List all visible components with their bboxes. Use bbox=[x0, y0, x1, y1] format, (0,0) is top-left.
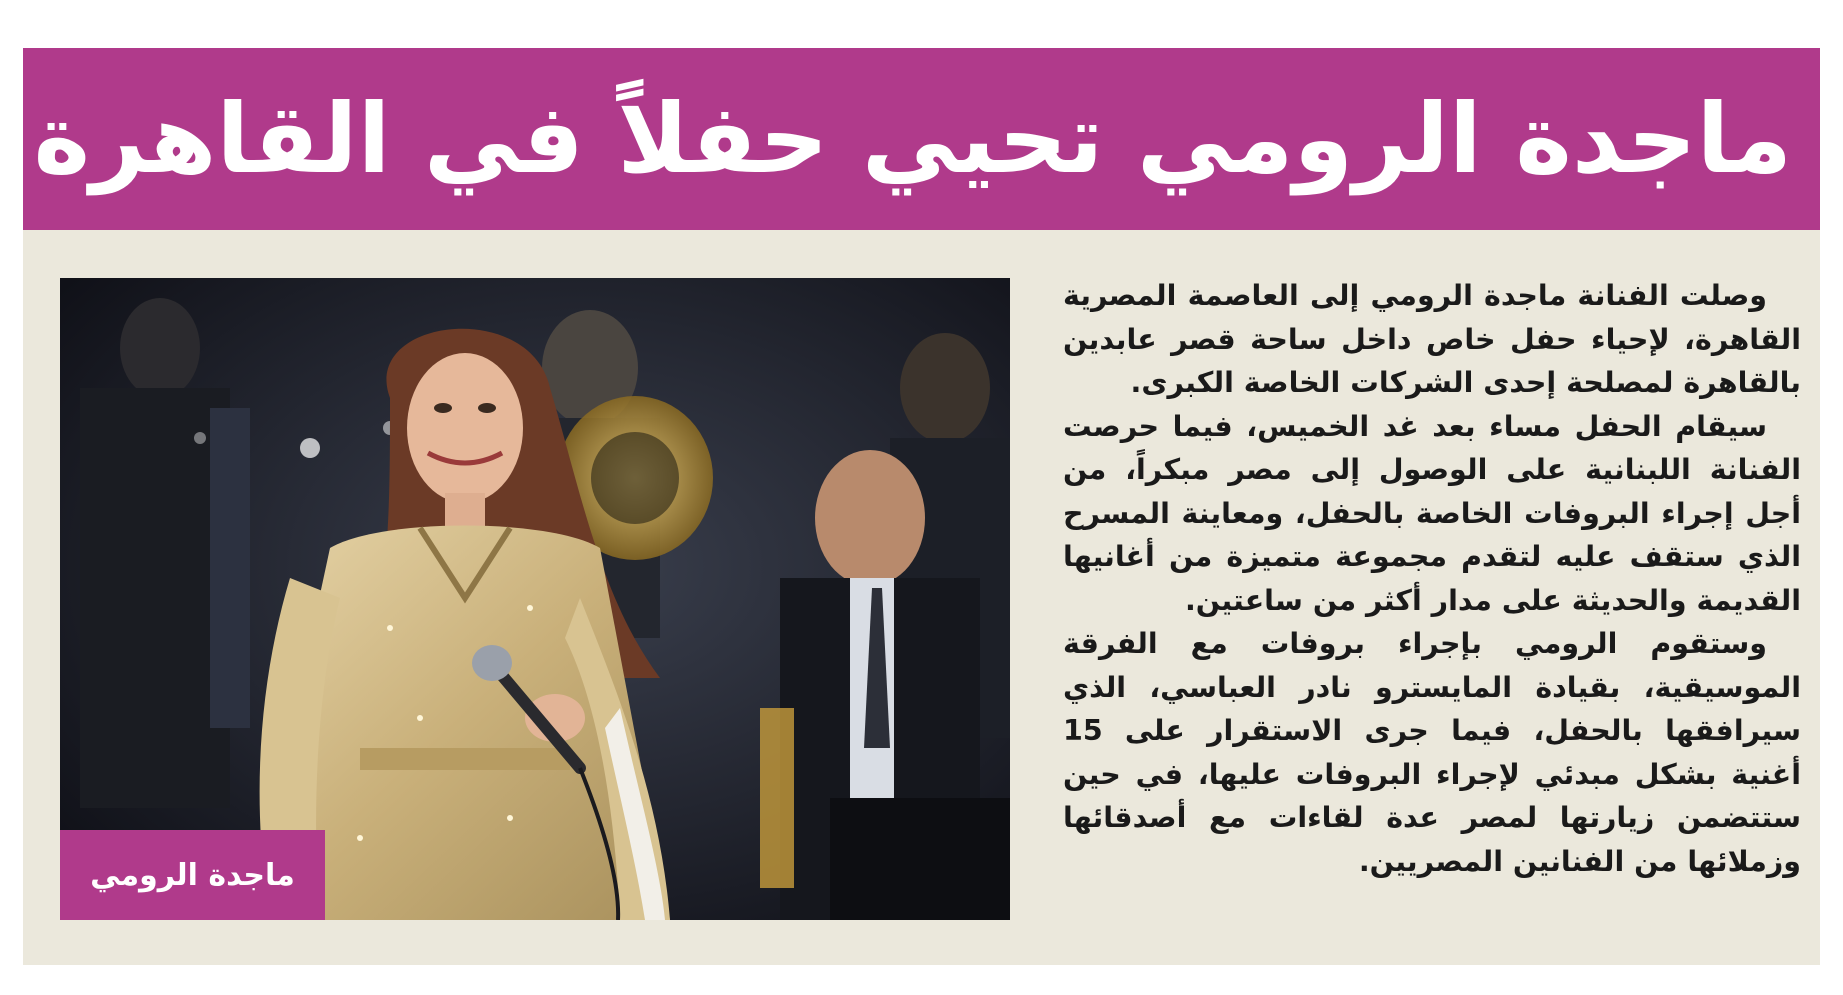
photo-caption: ماجدة الرومي bbox=[60, 830, 325, 920]
article-text bbox=[1063, 274, 1801, 883]
headline-banner bbox=[23, 48, 1820, 230]
article-paragraph-2: سيقام الحفل مساء بعد غد الخميس، فيما حرصت الفنانة اللبنانية على الوصول إلى مصر مبكراً، من أجل إجراء البروفات الخاصة بالحفل، ومعاينة المسرح الذي ستقف عليه لتقدم مجموعة متميزة من أغانيها القديمة والحديثة على مدار أكثر من ساعتين. bbox=[1063, 409, 1801, 617]
article-body-area bbox=[23, 230, 1820, 965]
singer-photo-illustration bbox=[60, 278, 1010, 920]
article-paragraph-3: وستقوم الرومي بإجراء بروفات مع الفرقة الموسيقية، بقيادة المايسترو نادر العباسي، الذي سيرافقها بالحفل، فيما جرى الاستقرار على 15 أغنية بشكل مبدئي لإجراء البروفات عليها، في حين ستتضمن زيارتها لمصر عدة لقاءات مع أصدقائها وزملائها من الفنانين المصريين. bbox=[1063, 627, 1801, 878]
headline-title: ماجدة الرومي تحيي حفلاً في القاهرة bbox=[33, 83, 1792, 195]
article-photo bbox=[60, 278, 1010, 920]
article-paragraph-1: وصلت الفنانة ماجدة الرومي إلى العاصمة المصرية القاهرة، لإحياء حفل خاص داخل ساحة قصر عابدين بالقاهرة لمصلحة إحدى الشركات الخاصة الكبرى. bbox=[1063, 279, 1801, 399]
